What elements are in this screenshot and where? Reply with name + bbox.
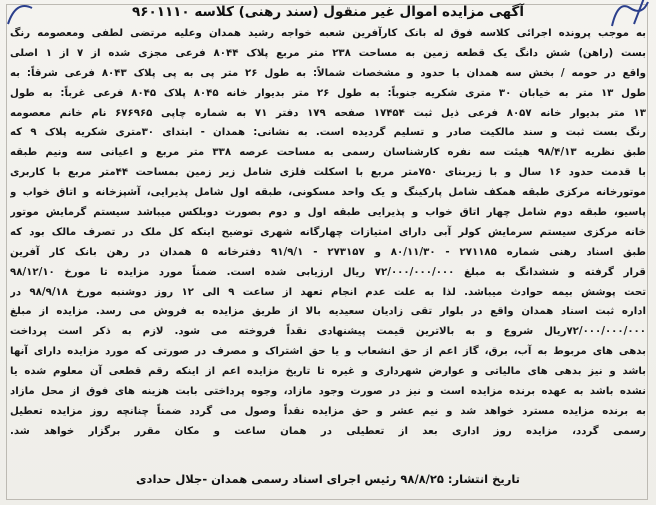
body-line: تحت پوشش بیمه حوادث میباشد. لذا به علت عدم انجام تعهد از ساعت ۹ الی ۱۲ روز دوشنبه مورخ ۹۸/۹/۱۸ در (10, 286, 646, 298)
body-line: به موجب پرونده اجرائی کلاسه فوق له بانک کارآفرین شعبه خواجه رشید همدان وعلیه مرتضی لطفی ومعصومه رنگ (10, 28, 646, 39)
body-line: واقع در حومه / بخش سه همدان با حدود و مشخصات شمالاً: به طول ۲۶ متر پی به پی پلاک ۸۰۴۳ فرعی شرقاً: به (10, 67, 646, 79)
body-line: ۱۳ متر بدیوار خانه ۸۰۵۷ فرعی ذیل ثبت ۱۷۴۵۴ صفحه ۱۷۹ دفتر ۷۱ به شماره چاپی ۶۷۶۹۶۵ نام خانم معصومه (10, 107, 646, 119)
ad-title: آگهی مزایده اموال غیر منقول (سند رهنی) کلاسه ۹۶۰۱۱۱۰ (131, 4, 525, 20)
body-line: طبق نظریه ۹۸/۴/۱۳ هیئت سه نفره کارشناسان رسمی به مساحت عرصه ۳۳۸ متر مربع و اعیانی سه ونیم طبقه (10, 147, 646, 159)
body-line: رنگ بست ثبت و سند مالکیت صادر و تسلیم گردیده است. به نشانی: همدان - ابتدای ۳۰متری شکریه پلاک ۹ که (10, 127, 646, 139)
ad-body (10, 24, 646, 442)
body-line: نشده باشد به عهده برنده مزایده است و نیز در صورت وجود مازاد، وجوه پرداختی بابت هزینه های فوق از محل مازاد (10, 386, 646, 398)
body-line: پاسیو، طبقه دوم شامل چهار اتاق خواب و پذیرایی طبقه اول و دوم بصورت دوبلکس میباشد سیستم گرمایش موتور (10, 207, 646, 219)
body-line: به برنده مزایده مسترد خواهد شد و نیم عشر و حق مزایده نقداً وصول می گردد ضمناً چنانچه روز مزایده تعطیل (10, 405, 646, 417)
body-line: قرار گرفته و ششدانگ به مبلغ ۷۲/۰۰۰/۰۰۰/۰۰۰ ریال ارزیابی شده است. ضمناً مورد مزایده تا مورخ ۹۸/۱۲/۱۰ (10, 266, 646, 278)
body-line: طول ۱۳ متر به خیابان ۳۰ متری شکریه جنوباً: به طول ۲۶ متر بدیوار خانه ۸۰۴۵ پلاک ۸۰۴۵ فرعی غرباً: به طول (10, 87, 646, 99)
body-line: بدهی های مربوط به آب، برق، گاز اعم از حق انشعاب و یا حق اشتراک و مصرف در صورتی که مورد مزایده دارای آنها (10, 346, 646, 358)
body-line: اداره ثبت اسناد همدان واقع در بلوار تقی زادیان سعیدیه بالا از طریق مزایده به فروش می رسد. مزایده از مبلغ (10, 306, 646, 318)
publication-footer: تاریخ انتشار: ۹۸/۸/۲۵ رئیس اجرای اسناد رسمی همدان -جلال حدادی (136, 472, 520, 486)
body-line: بست (راهن) شش دانگ یک قطعه زمین به مساحت ۲۳۸ متر مربع پلاک ۸۰۴۴ فرعی مجزی شده از ۷ از ۱ اصلی (10, 47, 646, 59)
body-line: رسمی گردد، مزایده روز اداری بعد از تعطیلی در همان ساعت و مکان مقرر برگزار خواهد شد. (10, 425, 646, 437)
body-line: موتورخانه مرکزی طبقه همکف شامل پارکینگ و یک واحد مسکونی، طبقه اول شامل پذیرایی، آشپزخانه و اتاق خواب و (10, 187, 646, 199)
body-line: با قدمت حدود ۱۶ سال و با زیربنای ۷۵۰متر مربع با اسکلت فلزی شامل زیر زمین بمساحت ۴۴متر مربع با کاربری (10, 167, 646, 179)
body-line: خانه مرکزی سیستم سرمایش کولر آبی دارای امتیازات چهارگانه شهری توضیح اینکه کل ملک در تصرف مالک بود که (10, 226, 646, 238)
body-line: باشد و نیز بدهی های مالیاتی و عوارض شهرداری و غیره تا تاریخ مزایده اعم از اینکه رقم قطعی آن معلوم شده یا (10, 366, 646, 378)
body-line: ۷۲/۰۰۰/۰۰۰/۰۰۰ریال شروع و به بالاترین قیمت پیشنهادی نقداً فروخته می شود. لازم به ذکر است پرداخت (10, 326, 646, 338)
body-line: طبق اسناد رهنی شماره ۲۷۱۱۸۵ - ۸۰/۱۱/۳۰ و ۲۷۳۱۵۷ - ۹۱/۹/۱ دفترخانه ۵ همدان در رهن بانک کار آفرین (10, 246, 646, 258)
